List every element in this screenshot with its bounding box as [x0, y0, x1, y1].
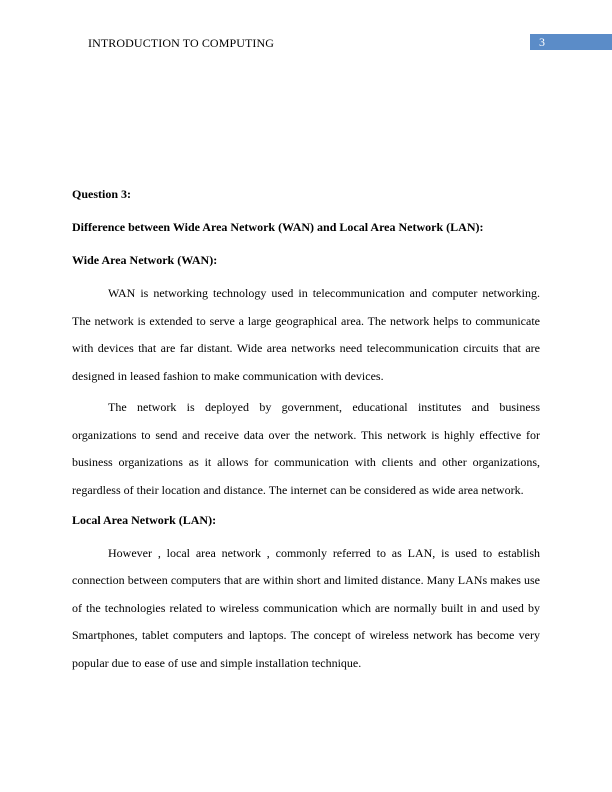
wan-paragraph-1: WAN is networking technology used in telecommunication and computer networking. The network is extended to serve a large geographical area. The network helps to communicate with devices that are far distant. Wide area networks need telecommunication circuits that are designed in leased fashion to make communication with devices. — [72, 286, 540, 383]
wan-heading: Wide Area Network (WAN): — [72, 253, 218, 267]
running-header-title: INTRODUCTION TO COMPUTING — [88, 36, 275, 50]
page-number-bar — [530, 34, 612, 50]
document-body — [72, 181, 540, 677]
wan-paragraph-2: The network is deployed by government, educational institutes and business organizations to send and receive data over the network. This network is highly effective for business organizations as it allows for communication with clients and other organizations, regardless of their location and distance. The internet can be considered as wide area network. — [72, 400, 540, 497]
lan-paragraph-1: However , local area network , commonly referred to as LAN, is used to establish connection between computers that are within short and limited distance. Many LANs makes use of the technologies related to wireless communication which are normally built in and used by Smartphones, tablet computers and laptops. The concept of wireless network has become very popular due to ease of use and simple installation technique. — [72, 545, 540, 670]
lan-heading: Local Area Network (LAN): — [72, 513, 217, 527]
section-heading: Difference between Wide Area Network (WAN) and Local Area Network (LAN): — [72, 220, 484, 234]
question-heading: Question 3: — [72, 187, 132, 201]
page-number: 3 — [539, 35, 545, 49]
